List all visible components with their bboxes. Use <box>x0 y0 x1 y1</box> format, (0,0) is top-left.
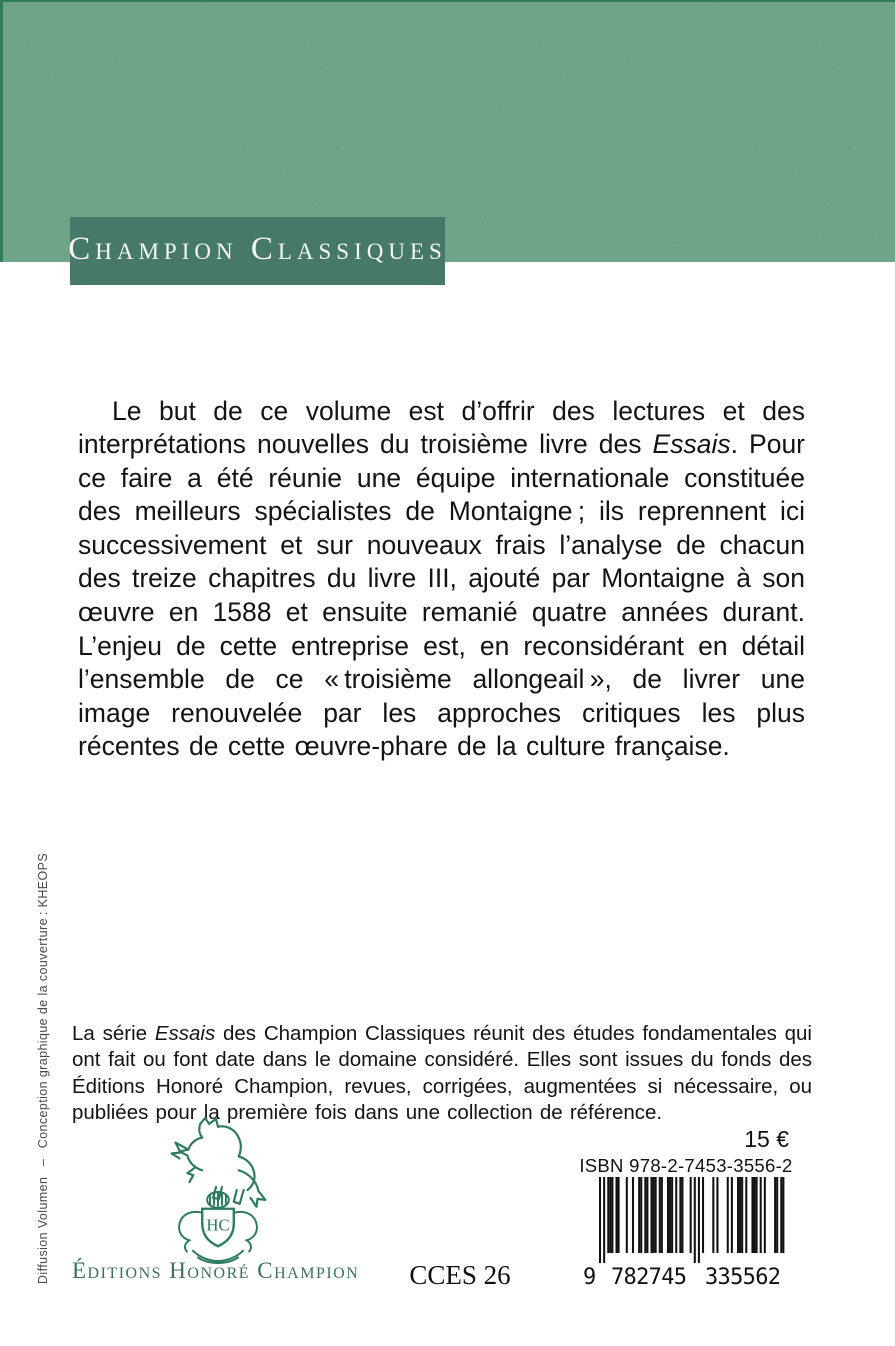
series-note-paragraph: La série Essais des Champion Classiques réunit des études fondamentales qui ont fait ou font date dans le domaine considéré. Elles sont issues du fonds des Éditions Honoré Champion, revues, corrigées, augmentées si nécessaire, ou publiées pour la première fois dans une collection de référence. <box>72 1021 812 1124</box>
crest-torse <box>207 1192 229 1208</box>
barcode-digits: 9 <box>583 1265 597 1290</box>
series-banner-title: Champion Classiques <box>68 230 447 267</box>
ean-barcode <box>583 1177 795 1291</box>
horse-crest-logo <box>148 1116 288 1264</box>
collection-code: CCES 26 <box>409 1260 511 1290</box>
publisher-name: Éditions Honoré Champion <box>72 1258 360 1283</box>
logo-initials: HC <box>206 1215 230 1235</box>
series-banner <box>70 217 445 285</box>
spine-credit-text: Diffusion Volumen – Conception graphique de la couverture : KHEOPS <box>36 852 50 1284</box>
price-label: 15 € <box>744 1126 789 1152</box>
barcode-digits: 335562 <box>705 1265 781 1290</box>
isbn-label: ISBN 978-2-7453-3556-2 <box>579 1155 793 1176</box>
synopsis-paragraph: Le but de ce volume est d’offrir des lectures et des interprétations nouvelles du troisième livre des Essais. Pour ce faire a été réunie une équipe internationale constituée des meilleurs spécialistes de Montaigne ; ils reprennent ici successivement et sur nouveaux frais l’analyse de chacun des treize chapitres du livre III, ajouté par Montaigne à son œuvre en 1588 et ensuite remanié quatre années durant. L’enjeu de cette entreprise est, en reconsidérant en détail l’ensemble de ce « troisième allongeail », de livrer une image renouvelée par les approches critiques les plus récentes de cette œuvre-phare de la culture française. <box>78 395 806 762</box>
barcode-digits: 782745 <box>611 1265 687 1290</box>
